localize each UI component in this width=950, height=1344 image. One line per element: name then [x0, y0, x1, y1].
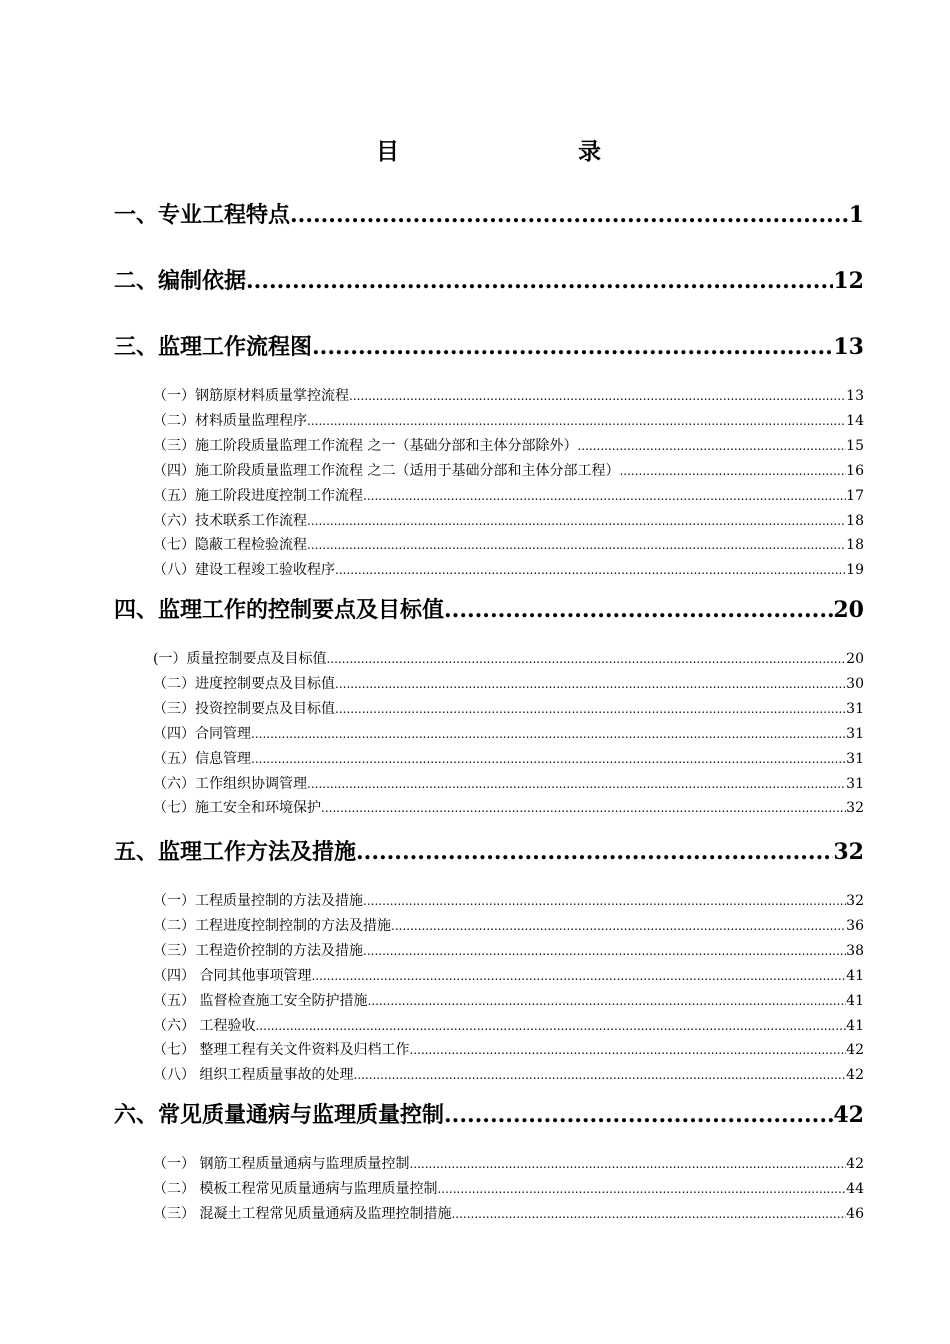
toc-subsection-entry[interactable]	[153, 1179, 864, 1199]
toc-leader-dots	[321, 798, 846, 818]
toc-subsection-entry[interactable]	[153, 1040, 864, 1060]
toc-leader-dots	[311, 966, 846, 986]
toc-subsection-label: （八）建设工程竣工验收程序	[153, 562, 335, 579]
toc-subsection-page: 38	[846, 942, 864, 959]
toc-subsection-label: （六）技术联系工作流程	[153, 512, 307, 529]
toc-section-page: 12	[833, 268, 864, 294]
toc-subsection-label: （二） 模板工程常见质量通病与监理质量控制	[153, 1180, 438, 1197]
toc-leader-dots	[409, 1154, 846, 1174]
toc-subsection-entry[interactable]	[153, 436, 864, 456]
toc-subsection-label: （一） 钢筋工程质量通病与监理质量控制	[153, 1156, 410, 1172]
toc-leader-dots	[437, 1179, 846, 1199]
toc-leader-dots	[451, 1204, 846, 1224]
toc-subsection-label: （四）合同管理	[153, 725, 251, 742]
toc-leader-dots	[363, 891, 846, 911]
toc-subsection-entry[interactable]	[153, 511, 864, 531]
toc-leader-dots	[335, 560, 846, 580]
toc-subsection-label: （五） 监督检查施工安全防护措施	[153, 992, 368, 1009]
toc-subsection-entry[interactable]	[153, 674, 864, 694]
toc-subsection-entry[interactable]	[153, 386, 864, 406]
toc-leader-dots	[326, 649, 846, 669]
toc-subsection-label: （八） 组织工程质量事故的处理	[153, 1067, 354, 1084]
toc-subsection-entry[interactable]	[153, 560, 864, 580]
toc-section-page: 1	[848, 202, 864, 228]
toc-subsection-page: 44	[846, 1180, 864, 1197]
toc-subsection-label: （四）施工阶段质量监理工作流程 之二（适用于基础分部和主体分部工程）	[153, 462, 620, 479]
toc-leader-dots	[409, 1040, 846, 1060]
toc-subsection-entry[interactable]	[153, 486, 864, 506]
toc-subsection-page: 31	[846, 750, 864, 767]
toc-subsection-label: （五）信息管理	[153, 750, 251, 767]
toc-subsection-page: 41	[846, 1017, 864, 1034]
toc-leader-dots	[391, 916, 846, 936]
toc-leader-dots	[367, 991, 846, 1011]
toc-section-page: 13	[833, 334, 864, 360]
toc-subsection-label: （二）材料质量监理程序	[153, 412, 307, 429]
toc-subsection-entry[interactable]	[153, 699, 864, 719]
toc-leader-dots	[246, 265, 833, 297]
toc-subsection-page: 46	[846, 1205, 864, 1222]
toc-leader-dots	[619, 461, 846, 481]
toc-section-page: 32	[833, 839, 864, 865]
toc-subsection-label: （六）工作组织协调管理	[153, 775, 307, 792]
toc-subsection-entry[interactable]	[153, 941, 864, 961]
toc-leader-dots	[307, 511, 846, 531]
toc-subsection-page: 32	[846, 893, 864, 909]
toc-subsection-label: （一）钢筋原材料质量掌控流程	[153, 388, 349, 404]
toc-subsection-page: 42	[846, 1156, 864, 1172]
toc-subsection-label: （三）投资控制要点及目标值	[153, 700, 335, 717]
toc-section-entry[interactable]	[114, 594, 864, 626]
toc-leader-dots	[290, 199, 849, 231]
toc-subsection-page: 19	[846, 562, 864, 579]
toc-subsection-label: （七）隐蔽工程检验流程	[153, 537, 307, 554]
toc-title	[0, 135, 950, 169]
toc-subsection-entry[interactable]	[153, 798, 864, 818]
toc-leader-dots	[444, 1099, 833, 1131]
toc-leader-dots	[307, 411, 846, 431]
toc-leader-dots	[335, 699, 846, 719]
toc-subsection-page: 42	[846, 1067, 864, 1084]
toc-subsection-entry[interactable]	[153, 991, 864, 1011]
toc-subsection-page: 41	[846, 967, 864, 984]
toc-section-label: 五、监理工作方法及措施	[114, 839, 357, 865]
toc-subsection-entry[interactable]	[153, 411, 864, 431]
toc-subsection-label: （二）进度控制要点及目标值	[153, 675, 335, 692]
toc-subsection-label: （三）工程造价控制的方法及措施	[153, 942, 363, 959]
toc-section-page: 20	[833, 597, 864, 623]
toc-section-entry[interactable]	[114, 199, 864, 231]
toc-leader-dots	[312, 331, 833, 363]
toc-subsection-page: 31	[846, 725, 864, 742]
toc-leader-dots	[577, 436, 846, 456]
toc-subsection-entry[interactable]	[153, 724, 864, 744]
toc-subsection-label: （五）施工阶段进度控制工作流程	[153, 487, 363, 504]
toc-subsection-page: 17	[846, 487, 864, 504]
toc-subsection-page: 15	[846, 437, 864, 454]
toc-section-page: 42	[833, 1102, 864, 1128]
toc-subsection-entry[interactable]	[153, 461, 864, 481]
toc-subsection-label: (一）质量控制要点及目标值	[153, 651, 327, 667]
toc-section-label: 三、监理工作流程图	[114, 334, 313, 360]
toc-section-label: 六、常见质量通病与监理质量控制	[114, 1102, 445, 1128]
toc-subsection-label: （六） 工程验收	[153, 1017, 256, 1034]
toc-leader-dots	[356, 836, 833, 868]
toc-section-label: 一、专业工程特点	[114, 202, 291, 228]
toc-subsection-entry[interactable]	[153, 1204, 864, 1224]
toc-leader-dots	[251, 749, 846, 769]
toc-subsection-page: 20	[846, 651, 864, 667]
toc-leader-dots	[335, 674, 846, 694]
toc-subsection-entry[interactable]	[153, 1065, 864, 1085]
toc-subsection-page: 42	[846, 1042, 864, 1059]
toc-leader-dots	[307, 535, 846, 555]
toc-subsection-entry[interactable]	[153, 916, 864, 936]
toc-subsection-label: （一）工程质量控制的方法及措施	[153, 893, 363, 909]
toc-subsection-page: 36	[846, 917, 864, 934]
toc-leader-dots	[251, 724, 846, 744]
toc-section-label: 四、监理工作的控制要点及目标值	[114, 597, 445, 623]
toc-subsection-label: （三） 混凝土工程常见质量通病及监理控制措施	[153, 1205, 452, 1222]
toc-leader-dots	[255, 1016, 846, 1036]
toc-section-entry[interactable]	[114, 265, 864, 297]
toc-subsection-label: （三）施工阶段质量监理工作流程 之一（基础分部和主体分部除外）	[153, 437, 578, 454]
toc-subsection-page: 31	[846, 700, 864, 717]
toc-subsection-entry[interactable]	[153, 966, 864, 986]
toc-subsection-page: 30	[846, 675, 864, 692]
toc-leader-dots	[307, 774, 846, 794]
toc-subsection-page: 14	[846, 412, 864, 429]
toc-leader-dots	[363, 941, 846, 961]
toc-subsection-page: 16	[846, 462, 864, 479]
toc-title-char-2: 录	[578, 138, 601, 165]
toc-subsection-entry[interactable]	[153, 891, 864, 911]
toc-subsection-page: 31	[846, 775, 864, 792]
toc-subsection-label: （七） 整理工程有关文件资料及归档工作	[153, 1042, 410, 1059]
toc-subsection-label: （四） 合同其他事项管理	[153, 967, 312, 984]
toc-section-entry[interactable]	[114, 836, 864, 868]
toc-subsection-entry[interactable]	[153, 649, 864, 669]
toc-subsection-entry[interactable]	[153, 1154, 864, 1174]
toc-leader-dots	[363, 486, 846, 506]
toc-subsection-page: 18	[846, 512, 864, 529]
toc-subsection-label: （二）工程进度控制控制的方法及措施	[153, 917, 391, 934]
toc-section-entry[interactable]	[114, 331, 864, 363]
toc-subsection-page: 32	[846, 800, 864, 817]
toc-subsection-page: 18	[846, 537, 864, 554]
toc-subsection-page: 41	[846, 992, 864, 1009]
toc-subsection-entry[interactable]	[153, 1016, 864, 1036]
toc-leader-dots	[353, 1065, 846, 1085]
toc-subsection-entry[interactable]	[153, 749, 864, 769]
toc-title-char-1: 目	[376, 138, 399, 165]
toc-leader-dots	[444, 594, 833, 626]
toc-subsection-entry[interactable]	[153, 774, 864, 794]
toc-subsection-page: 13	[846, 388, 864, 404]
toc-section-label: 二、编制依据	[114, 268, 247, 294]
toc-leader-dots	[349, 386, 846, 406]
toc-subsection-label: （七）施工安全和环境保护	[153, 800, 321, 817]
toc-section-entry[interactable]	[114, 1099, 864, 1131]
toc-subsection-entry[interactable]	[153, 535, 864, 555]
